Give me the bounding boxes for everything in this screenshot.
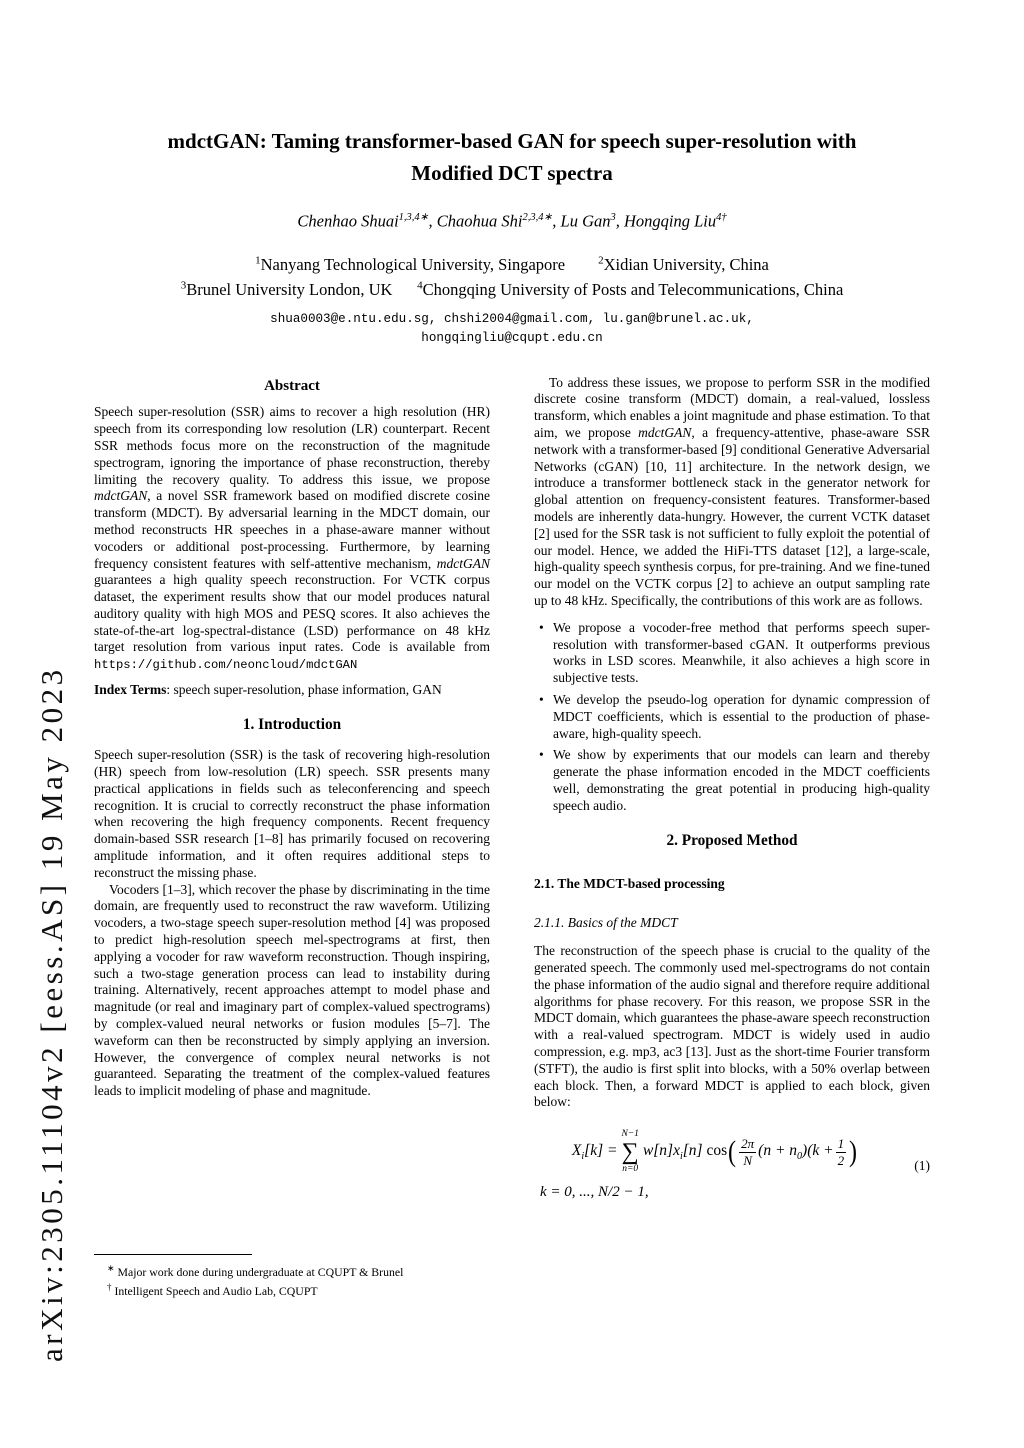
authors-line: Chenhao Shuai$^{1,3,4∗}$, Chaohua Shi$^{2,3,4∗}$, Lu Gan$^3$, Hongqing Liu$^{4\dagger}$ (297, 211, 727, 231)
email-line2[interactable]: hongqingliu@cqupt.edu.cn (421, 331, 603, 346)
email-line1[interactable]: shua0003@e.ntu.edu.sg, chshi2004@gmail.com, lu.gan@brunel.ac.uk, (270, 311, 754, 326)
paper-header (0, 0, 1024, 349)
index-terms: Index Terms: speech super-resolution, phase information, GAN (94, 682, 442, 698)
bullet-text: We develop the pseudo-log operation for dynamic compression of MDCT coefficients, which is essential to the production of phase-aware, high-quality speech. (553, 692, 930, 741)
subsection-heading-mdct-processing: 2.1. The MDCT-based processing (534, 875, 725, 891)
equation-term: $w[n]x_i[n]$ cos (642, 1141, 728, 1162)
contributions-paragraph: To address these issues, we propose to perform SSR in the modified discrete cosine transform (MDCT) domain, a real-valued, lossless transform, which enables a joint magnitude and phase estimation. To that aim, we propose mdctGAN, a frequency-attentive, phase-aware SSR network with a transformer-based [9] conditional Generative Adversarial Networks (cGAN) [10, 11] architecture. In the network design, we introduce a transformer bottleneck stack in the generator network for global attention on frequency-consistent features. Transformer-based models are inherently data-hungry. However, the current VCTK dataset [2] used for the SSR task is not sufficient to fully exploit the potential of our model. Hence, we added the HiFi-TTS dataset [12], a large-scale, high-quality speech synthesis corpus, for pre-training. And we fine-tuned our model on the VCTK corpus [2] to achieve an output sampling rate up to 48 kHz. Specifically, the contributions of this work are as follows. (534, 374, 930, 609)
affiliation-line1: $^1$Nanyang Technological University, Singapore $^2$Xidian University, China (255, 254, 769, 274)
section-heading-introduction: 1. Introduction (242, 716, 342, 734)
equation-lhs: $X_i[k]$ = (571, 1141, 618, 1162)
footnote-2: † Intelligent Speech and Audio Lab, CQUPT (107, 1281, 318, 1298)
abstract-text: Speech super-resolution (SSR) aims to recover a high resolution (HR) speech from its corresponding low resolution (LR) counterpart. Recent SSR methods focus more on the reconstruction of the magnitude spectrogram, ignoring the importance of phase reconstruction, thereby limiting the recovery quality. To address this issue, we propose mdctGAN, a novel SSR framework based on modified discrete cosine transform (MDCT). By adversarial learning in the MDCT domain, our method reconstructs HR speeches in a phase-aware manner without vocoders or additional post-processing. Furthermore, by learning frequency consistent features with self-attentive mechanism, mdctGAN guarantees a high quality speech reconstruction. For VCTK corpus dataset, the experiment results show that our model produces natural auditory quality with high MOS and PESQ scores. It also achieves the state-of-the-art log-spectral-distance (LSD) performance on 48 kHz target resolution from various input rates. Code is available from https://github.com/neoncloud/mdctGAN (94, 404, 490, 673)
bullet-text: We propose a vocoder-free method that performs speech super-resolution with transformer-based cGAN. It outperforms previous works in LSD scores. Meanwhile, it also achieves a high score in subjective tests. (553, 619, 930, 686)
equation-block (534, 1129, 930, 1202)
footnote-1: ∗ Major work done during undergraduate at CQUPT & Brunel (107, 1262, 404, 1279)
paper-title (0, 126, 1024, 189)
section-heading-proposed-method: 2. Proposed Method (666, 831, 798, 849)
contribution-list (534, 615, 930, 815)
intro-paragraph-2: Vocoders [1–3], which recover the phase by discriminating in the time domain, are frequently used to reconstruct the raw waveform. Utilizing vocoders, a two-stage speech super-resolution method [4] was proposed to predict high-resolution speech mel-spectrograms at first, then applying a vocoder for raw waveform reconstruction. Though inspiring, such a two-stage generation process can lead to instability during training. Alternatively, recent approaches attempt to model phase and magnitude (or real and imaginary part of complex-valued spectrograms) by complex-valued neural networks or fusion modules [5–7]. The waveform can then be reconstructed by simply applying an inversion. However, the convergence of complex neural networks is not guaranteed. Separating the treatment of the complex-valued features leads to implicit modeling of phase and magnitude. (94, 881, 490, 1099)
two-column-body (94, 375, 930, 1300)
right-column (534, 375, 930, 1300)
summation-symbol: N−1 ∑ n=0 (621, 1129, 639, 1175)
paper-title-line1: mdctGAN: Taming transformer-based GAN for speech super-resolution with (167, 129, 857, 153)
subsubsection-heading-basics-mdct: 2.1.1. Basics of the MDCT (534, 915, 678, 931)
left-column (94, 375, 490, 1300)
equation-line2: k = 0, ..., N/2 − 1, (540, 1184, 649, 1201)
affiliations (0, 252, 1024, 303)
paper-title-line2: Modified DCT spectra (411, 160, 613, 185)
affiliation-line2: $^3$Brunel University London, UK $^4$Chongqing University of Posts and Telecommunications, China (180, 279, 844, 300)
abstract-heading: Abstract (264, 377, 320, 394)
list-item (534, 620, 930, 687)
equation-mid: $(n + n_0)(k$ + (758, 1141, 834, 1162)
equation-1: $X_i[k]$ = N−1 ∑ n=0 $w[n]x_i[n]$ cos ( $\frac{2\pi}{N}$ $(n + n_0)(k$ + $\frac{1}{2}$ ) (571, 1129, 858, 1175)
arxiv-watermark: arXiv:2305.11104v2 [eess.AS] 19 May 2023 (34, 666, 69, 1362)
intro-paragraph-1: Speech super-resolution (SSR) is the task of recovering high-resolution (HR) speech from low-resolution (LR) speech. SSR presents many practical applications in fields such as teleconferencing and speech recognition. It is crucial to correctly reconstruct the phase information when recovering the high frequency components. Recent frequency domain-based SSR research [1–8] has primarily focused on recovering amplitude information, and it often requires additional steps to reconstruct the missing phase. (94, 747, 490, 880)
footnote-block (94, 1244, 490, 1300)
fraction-one-half: $\frac{1}{2}$ (837, 1136, 845, 1168)
bullet-icon: • (539, 747, 544, 763)
equation-number: (1) (914, 1158, 930, 1174)
fraction-2pi-N: $\frac{2\pi}{N}$ (741, 1136, 755, 1168)
list-item (534, 692, 930, 742)
bullet-icon: • (539, 692, 544, 707)
bullet-text: We show by experiments that our models can learn and thereby generate the phase information encoded in the MDCT coefficients well, demonstrating the great potential in producing high-quality speech audio. (553, 747, 930, 813)
mdct-paragraph: The reconstruction of the speech phase is crucial to the quality of the generated speech. The commonly used mel-spectrograms do not contain the phase information of the audio signal and therefore require additional algorithms for phase recovery. For this reason, we propose SSR in the MDCT domain, which guarantees the phase-aware speech reconstruction with a real-valued spectrogram. MDCT is widely used in audio compression, e.g. mp3, ac3 [13]. Just as the short-time Fourier transform (STFT), the audio is first split into blocks, with a 50% overlap between each block. Then, a forward MDCT is applied to each block, given below: (534, 943, 930, 1110)
author-emails (0, 310, 1024, 349)
bullet-icon: • (539, 619, 544, 635)
footnote-rule (94, 1254, 252, 1255)
list-item (534, 747, 930, 814)
